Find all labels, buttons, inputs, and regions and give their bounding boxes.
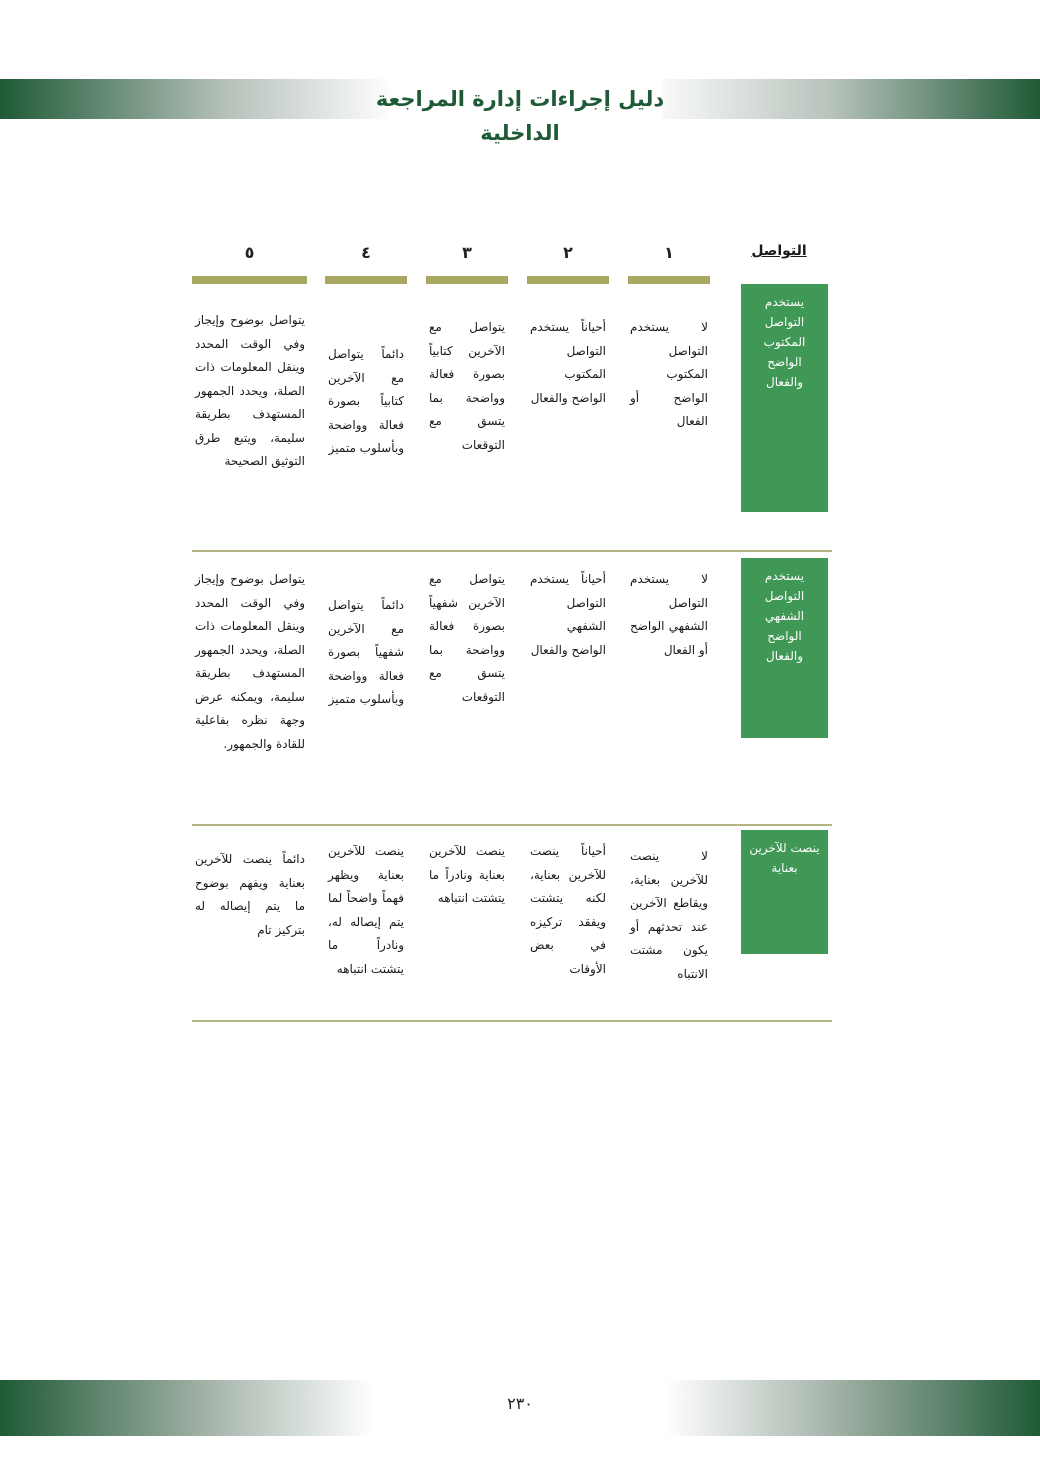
column-heading-2: ٢	[563, 243, 573, 262]
row-category-listening: ينصت للآخرين بعناية	[741, 830, 828, 954]
row3-cell-4: ينصت للآخرين بعناية ويظهر فهماً واضحاً لما يتم إيصاله له، ونادراً ما يتشتت انتباهه	[328, 844, 404, 976]
row3-cell-5: دائماً ينصت للآخرين بعناية ويفهم بوضوح ما يتم إيصاله له بتركيز تام	[195, 852, 305, 937]
row-category-written: يستخدم التواصل المكتوب الواضح والفعال	[741, 284, 828, 512]
row2-cell-5: يتواصل بوضوح وإيجاز وفي الوقت المحدد وينقل المعلومات ذات الصلة، ويحدد الجمهور المستهدف بطريقة سليمة، ويمكنه عرض وجهة نظره بفاعلية للقادة والجمهور.	[195, 572, 305, 751]
column-bar-4	[325, 276, 407, 284]
column-heading-5: ٥	[244, 243, 255, 262]
column-heading-1: ١	[664, 243, 674, 262]
column-bar-3	[426, 276, 508, 284]
row2-cell-1: لا يستخدم التواصل الشفهي الواضح أو الفعال	[630, 572, 708, 657]
column-bar-1	[628, 276, 710, 284]
page-header-title: دليل إجراءات إدارة المراجعة الداخلية	[375, 87, 665, 145]
row1-cell-2: أحياناً يستخدم التواصل المكتوب الواضح والفعال	[530, 320, 606, 405]
column-bar-2	[527, 276, 609, 284]
row2-cell-3: يتواصل مع الآخرين شفهياً بصورة فعالة وواضحة بما يتسق مع التوقعات	[429, 572, 505, 704]
table-bottom-rule	[192, 1020, 832, 1022]
row-divider-2	[192, 824, 832, 826]
row-divider-1	[192, 550, 832, 552]
table-corner-title: التواصل	[751, 243, 807, 259]
row3-cell-1: لا ينصت للآخرين بعناية، ويقاطع الآخرين عند تحدثهم أو يكون مشتت الانتباه	[630, 849, 708, 981]
row2-cell-4: دائماً يتواصل مع الآخرين شفهياً بصورة فعالة وواضحة وبأسلوب متميز	[328, 598, 404, 706]
row3-cell-2: أحياناً ينصت للآخرين بعناية، لكنه يتشتت ويفقد تركيزه في بعض الأوقات	[530, 844, 606, 976]
row2-cell-2: أحياناً يستخدم التواصل الشفهي الواضح والفعال	[530, 572, 606, 657]
row3-cell-3: ينصت للآخرين بعناية ونادراً ما يتشتت انتباهه	[429, 844, 505, 905]
column-heading-3: ٣	[462, 243, 472, 262]
row1-cell-1: لا يستخدم التواصل المكتوب الواضح أو الفعال	[630, 320, 708, 428]
row1-cell-4: دائماً يتواصل مع الآخرين كتابياً بصورة فعالة وواضحة وبأسلوب متميز	[328, 347, 404, 455]
row1-cell-3: يتواصل مع الآخرين كتابياً بصورة فعالة وواضحة بما يتسق مع التوقعات	[429, 320, 505, 452]
page-number: ٢٣٠	[507, 1394, 533, 1413]
column-heading-4: ٤	[361, 243, 371, 262]
row1-cell-5: يتواصل بوضوح وإيجاز وفي الوقت المحدد وينقل المعلومات ذات الصلة، ويحدد الجمهور المستهدف بطريقة سليمة، ويتبع طرق التوثيق الصحيحة	[195, 313, 305, 468]
column-bar-5	[192, 276, 307, 284]
row-category-oral: يستخدم التواصل الشفهي الواضح والفعال	[741, 558, 828, 738]
